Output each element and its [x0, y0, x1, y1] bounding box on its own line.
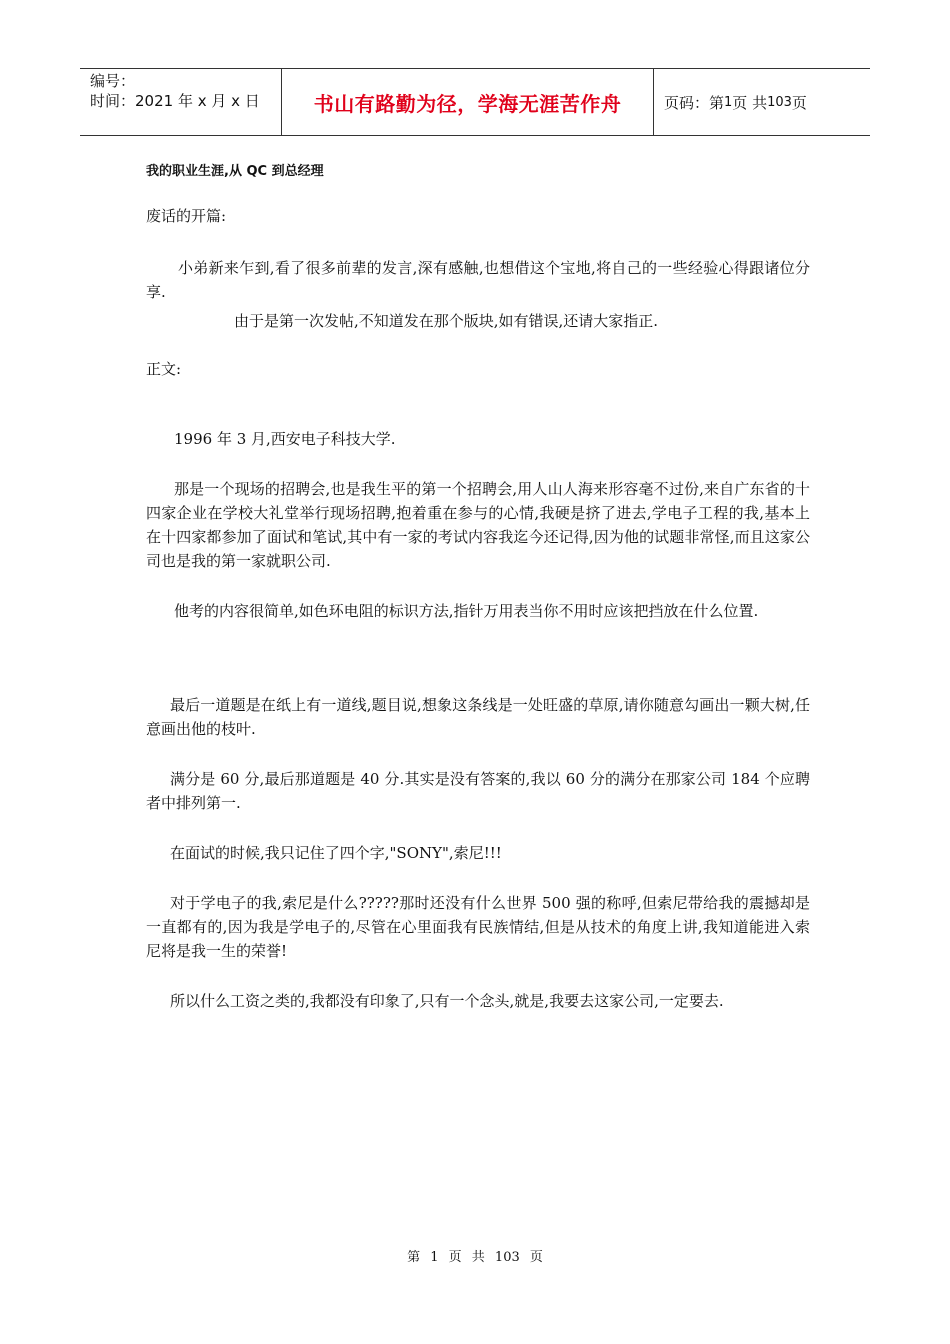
page-suffix: 页	[791, 93, 807, 112]
paragraph-interview: 在面试的时候,我只记住了四个字,"SONY",索尼!!!	[170, 844, 502, 862]
paragraph-score: 满分是 60 分,最后那道题是 40 分.其实是没有答案的,我以 60 分的满分在那家公司 184 个应聘者中排列第一.	[146, 770, 810, 812]
intro-paragraph-1: 小弟新来乍到,看了很多前辈的发言,深有感触,也想借这个宝地,将自己的一些经验心得跟诸位分享.	[146, 259, 810, 301]
header-motto-cell	[282, 69, 654, 135]
intro-heading: 废话的开篇:	[146, 207, 227, 225]
page-header	[80, 68, 870, 136]
number-label: 编号：	[90, 72, 136, 90]
document-body	[146, 160, 810, 1013]
motto: 书山有路勤为径，学海无涯苦作舟	[313, 91, 622, 116]
paragraph-date: 1996 年 3 月,西安电子科技大学.	[174, 430, 396, 448]
paragraph-job-fair: 那是一个现场的招聘会,也是我生平的第一个招聘会,用人山人海来形容毫不过份,来自广东省的十四家企业在学校大礼堂举行现场招聘,抱着重在参与的心情,我硬是挤了进去,学电子工程的我,基本上在十四家都参加了面试和笔试,其中有一家的考试内容我迄今还记得,因为他的试题非常怪,而且这家公司也是我的第一家就职公司.	[146, 480, 810, 570]
page-total: 103	[767, 94, 792, 110]
page-footer: 第 1 页 共 103 页	[407, 1250, 543, 1265]
paragraph-exam: 他考的内容很简单,如色环电阻的标识方法,指针万用表当你不用时应该把挡放在什么位置.	[174, 602, 759, 620]
paragraph-last-question: 最后一道题是在纸上有一道线,题目说,想象这条线是一处旺盛的草原,请你随意勾画出一颗大树,任意画出他的枝叶.	[146, 696, 810, 738]
time-label: 时间：2021 年 x 月 x 日	[90, 92, 260, 110]
header-page-info	[654, 69, 870, 135]
intro-paragraph-2: 由于是第一次发帖,不知道发在那个版块,如有错误,还请大家指正.	[234, 312, 659, 330]
body-heading: 正文:	[146, 360, 182, 378]
paragraph-sony: 对于学电子的我,索尼是什么?????那时还没有什么世界 500 强的称呼,但索尼带给我的震撼却是一直都有的,因为我是学电子的,尽管在心里面我有民族情结,但是从技术的角度上讲,我知道能进入索尼将是我一生的荣誉!	[146, 894, 810, 960]
page-prefix: 页码：第	[664, 93, 725, 112]
page-current: 1	[724, 94, 733, 110]
page-mid: 页 共	[732, 93, 768, 112]
header-meta	[80, 69, 282, 135]
paragraph-decision: 所以什么工资之类的,我都没有印象了,只有一个念头,就是,我要去这家公司,一定要去.	[170, 992, 724, 1010]
document-title: 我的职业生涯,从 QC 到总经理	[146, 164, 324, 179]
